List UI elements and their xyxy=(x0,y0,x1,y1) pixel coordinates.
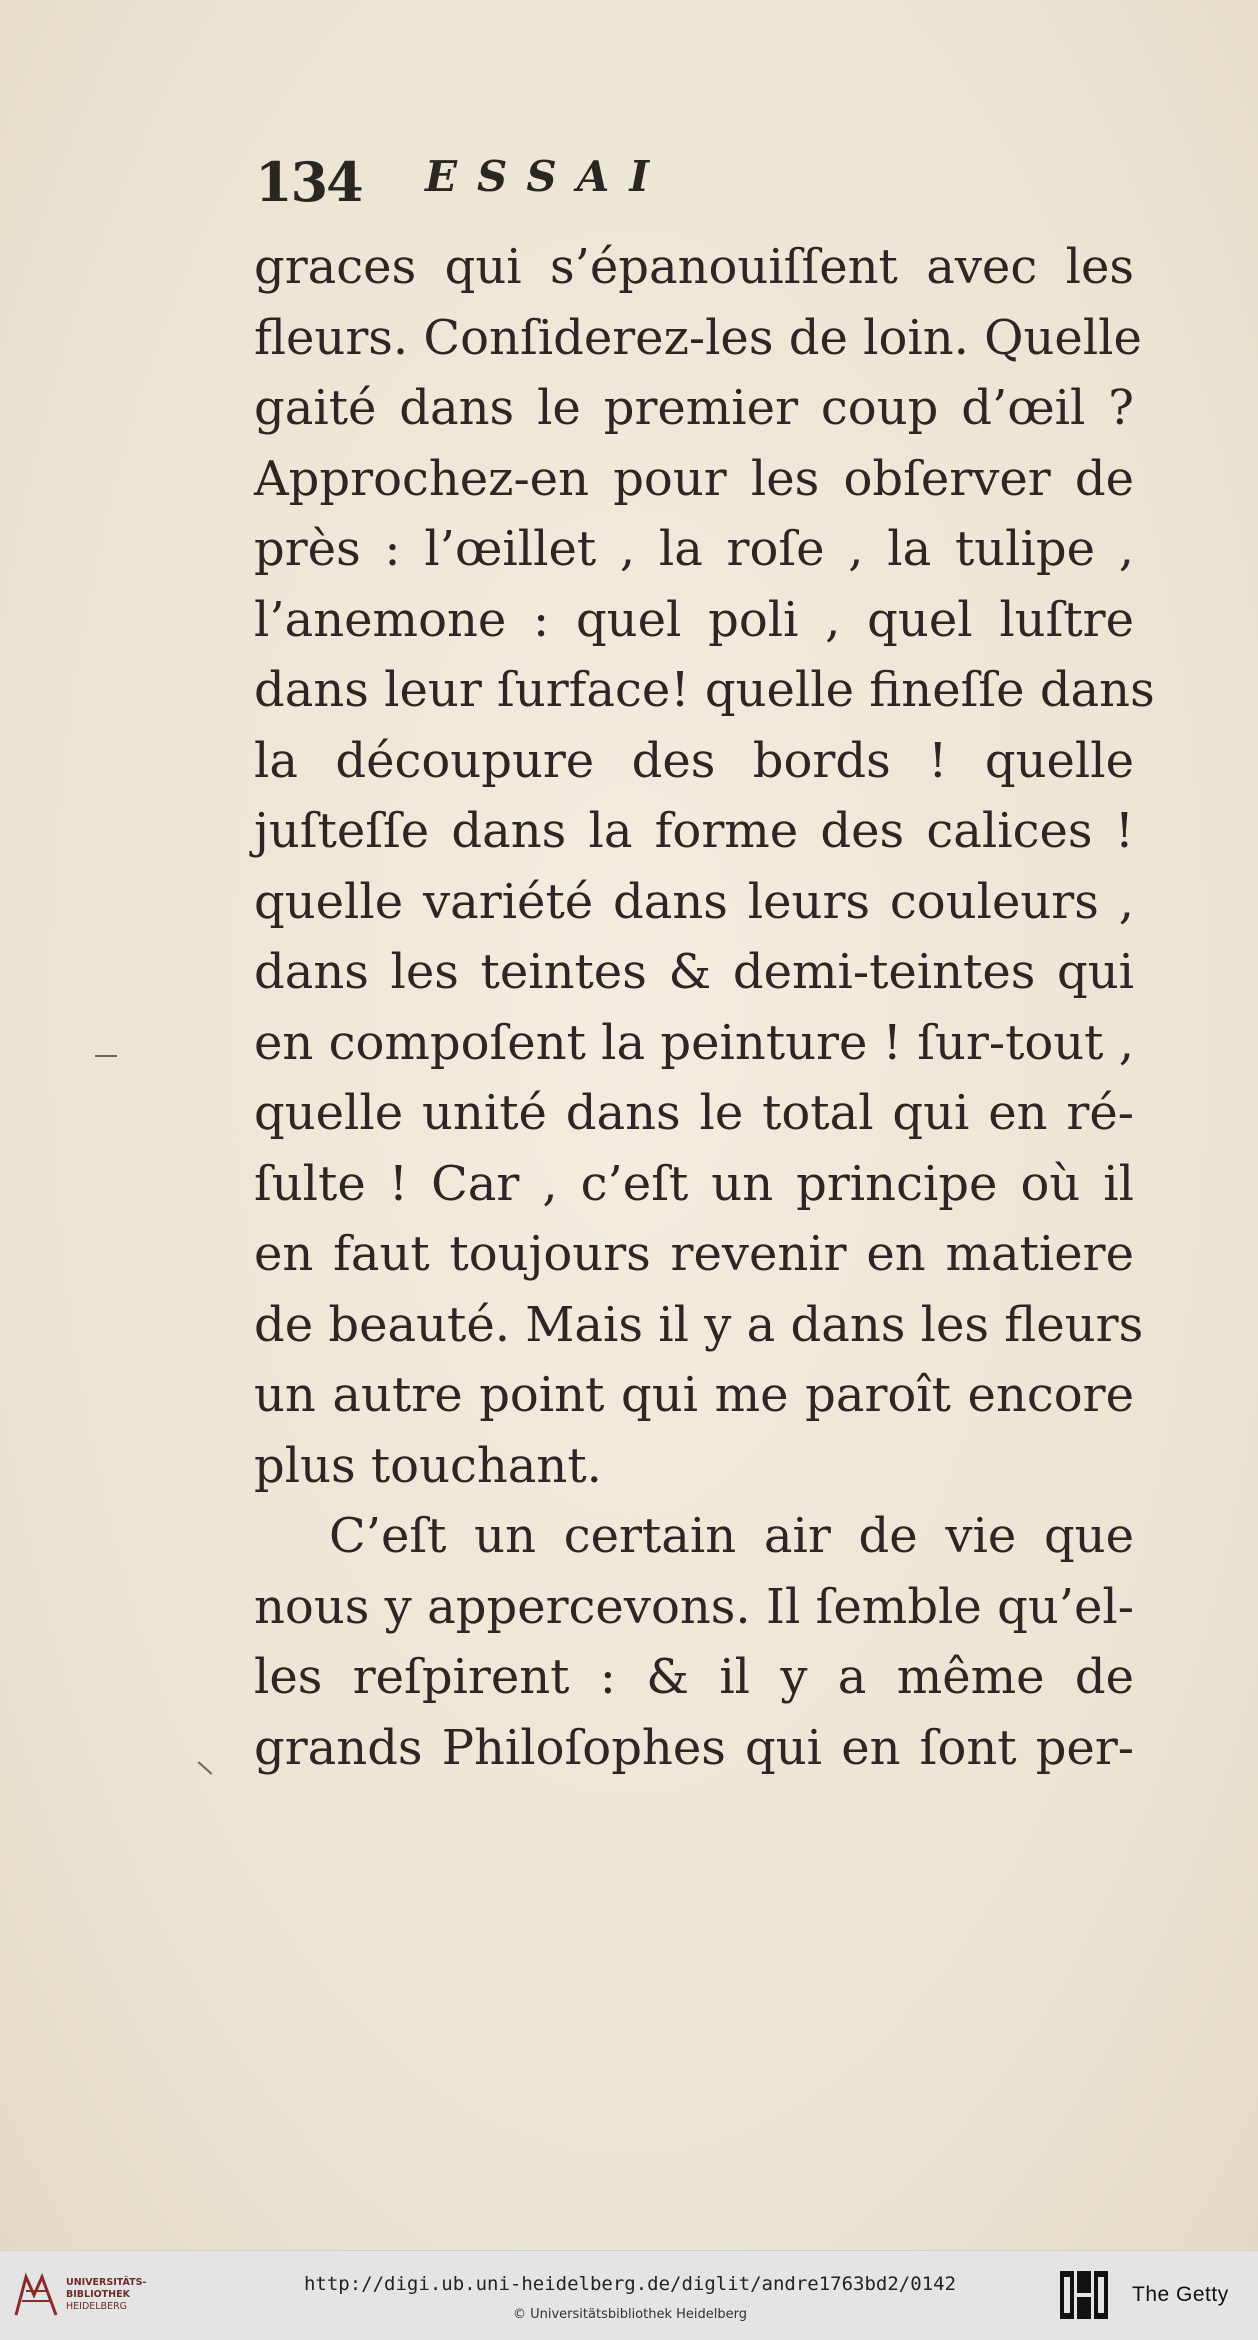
text-line: gaité dans le premier coup d’œil ? xyxy=(254,380,1134,436)
text-line: juſteſſe dans la forme des calices ! xyxy=(254,803,1134,859)
margin-mark xyxy=(95,1055,117,1057)
text-line: fleurs. Conſiderez-les de loin. Quelle xyxy=(254,309,1142,366)
text-line: ſulte ! Car , c’eſt un principe où il xyxy=(254,1155,1134,1212)
library-name-line: BIBLIOTHEK xyxy=(66,2289,130,2300)
text-line: la découpure des bords ! quelle xyxy=(254,732,1134,789)
text-line: grands Philoſophes qui en ſont per- xyxy=(254,1719,1134,1776)
text-line: graces qui s’épanouiſſent avec les xyxy=(254,239,1134,295)
text-line: plus touchant. xyxy=(254,1437,602,1494)
permalink-url[interactable]: http://digi.ub.uni-heidelberg.de/diglit/andre1763bd2/0142 xyxy=(303,2273,957,2295)
partner-name: The Getty xyxy=(1132,2283,1229,2306)
copyright-notice: © Universitätsbibliothek Heidelberg xyxy=(512,2307,747,2322)
page-header xyxy=(255,150,895,220)
margin-mark xyxy=(198,1761,213,1775)
text-line: en compoſent la peinture ! ſur-tout , xyxy=(254,1014,1134,1071)
running-title: ESSAI xyxy=(425,152,669,201)
text-line: Approchez-en pour les obſerver de xyxy=(254,450,1134,507)
text-line: en faut toujours revenir en matiere xyxy=(254,1226,1134,1282)
text-line: quelle variété dans leurs couleurs , xyxy=(254,873,1134,930)
text-line: l’anemone : quel poli , quel luſtre xyxy=(254,591,1134,648)
text-line: nous y appercevons. Il ſemble qu’el- xyxy=(254,1578,1134,1635)
page-number: 134 xyxy=(255,150,362,214)
text-line: un autre point qui me paroît encore xyxy=(254,1367,1134,1423)
text-line: près : l’œillet , la roſe , la tulipe , xyxy=(254,521,1134,577)
body-text xyxy=(254,232,1155,1783)
getty-logo-icon xyxy=(1058,2267,1110,2323)
text-line-paragraph-start: C’eſt un certain air de vie que xyxy=(329,1508,1134,1564)
text-line: de beauté. Mais il y a dans les fleurs xyxy=(254,1296,1144,1353)
footer-bar xyxy=(0,2250,1258,2340)
library-name-line: HEIDELBERG xyxy=(66,2301,128,2312)
text-line: les reſpirent : & il y a même de xyxy=(254,1649,1134,1705)
text-line: dans les teintes & demi-teintes qui xyxy=(254,944,1134,1000)
university-library-logo-icon xyxy=(12,2271,60,2319)
library-name-line: UNIVERSITÄTS- xyxy=(66,2277,147,2288)
text-line: quelle unité dans le total qui en ré- xyxy=(254,1085,1134,1141)
library-name xyxy=(66,2277,146,2313)
text-line: dans leur ſurface! quelle fineſſe dans xyxy=(254,662,1155,718)
